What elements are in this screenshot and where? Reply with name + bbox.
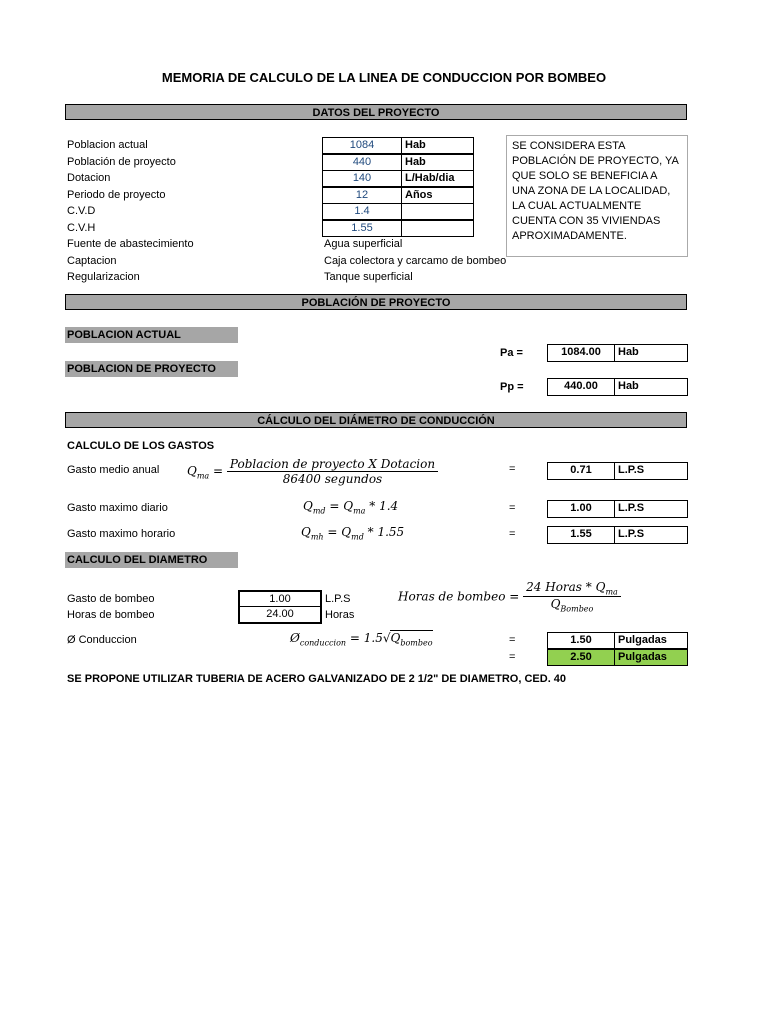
datos-row-unit: L/Hab/dia	[401, 170, 474, 187]
datos-row-unit: Hab	[401, 137, 474, 154]
pp-unit: Hab	[615, 378, 688, 396]
regularizacion-label: Regularizacion	[67, 271, 140, 283]
pa-value: 1084.00	[547, 344, 615, 362]
pp-label: Pp =	[500, 381, 524, 393]
gasto-max-horario-unit: L.P.S	[615, 526, 688, 544]
conduccion-unit: Pulgadas	[615, 632, 688, 649]
page-title: MEMORIA DE CALCULO DE LA LINEA DE CONDUCCION POR BOMBEO	[161, 70, 607, 85]
poblacion-proyecto-label: POBLACION DE PROYECTO	[65, 361, 238, 377]
gasto-medio-formula: $Q_{ma}$ = $\frac{\text{Poblacion de proyecto X Dotacion}}{\text{86400 segundos}}$	[187, 457, 438, 486]
regularizacion-value: Tanque superficial	[324, 271, 413, 283]
gasto-medio-denominator: 86400 segundos	[282, 472, 383, 486]
datos-row-unit	[401, 220, 474, 237]
datos-row-label: Población de proyecto	[67, 156, 176, 168]
gasto-max-horario-value: 1.55	[547, 526, 615, 544]
datos-row-value: 1.55	[322, 220, 402, 237]
pp-value: 440.00	[547, 378, 615, 396]
section-poblacion-header: POBLACIÓN DE PROYECTO	[65, 294, 687, 310]
formula-factor: * 1.4	[365, 499, 399, 513]
horas-bombeo-value: 24.00	[238, 606, 322, 624]
gasto-max-diario-formula: $Q_{md} = Q_{ma} * 1.4$	[303, 499, 399, 516]
gasto-medio-value: 0.71	[547, 462, 615, 480]
gasto-medio-unit: L.P.S	[615, 462, 688, 480]
gasto-bombeo-value: 1.00	[238, 590, 322, 607]
horas-bombeo-label: Horas de bombeo	[67, 609, 155, 621]
datos-row-label: Dotacion	[67, 172, 111, 184]
equals-sign: =	[509, 463, 516, 475]
equals-sign: =	[509, 528, 516, 540]
propuesto-value: 2.50	[547, 649, 615, 666]
equals-sign: =	[509, 651, 516, 663]
gasto-bombeo-label: Gasto de bombeo	[67, 593, 155, 605]
datos-row-label: C.V.D	[67, 205, 96, 217]
horas-bombeo-unit: Horas	[325, 609, 355, 621]
equals-sign: =	[509, 502, 516, 514]
gasto-medio-numerator: Poblacion de proyecto X Dotacion	[227, 457, 438, 472]
conduccion-label: Ø Conduccion	[67, 634, 137, 646]
section-calculo-header: CÁLCULO DEL DIÁMETRO DE CONDUCCIÓN	[65, 412, 687, 428]
datos-row-label: Periodo de proyecto	[67, 189, 166, 201]
horas-formula-numerator: 24 Horas * Q	[526, 580, 606, 594]
datos-row-label: C.V.H	[67, 222, 96, 234]
captacion-label: Captacion	[67, 255, 117, 267]
horas-formula-left: Horas de bombeo =	[398, 589, 520, 604]
gasto-max-horario-label: Gasto maximo horario	[67, 528, 176, 540]
gasto-medio-label: Gasto medio anual	[67, 464, 160, 476]
project-note: SE CONSIDERA ESTA POBLACIÓN DE PROYECTO, YA QUE SOLO SE BENEFICIA A UNA ZONA DE LA LOCALIDAD, LA CUAL ACTUALMENTE CUENTA CON 35 VIVIENDAS APROXIMADAMENTE.	[506, 135, 688, 257]
horas-bombeo-formula: Horas de bombeo = $\frac{24 Horas * Q_{ma}}{Q_{Bombeo}}$	[398, 580, 621, 614]
gasto-max-diario-unit: L.P.S	[615, 500, 688, 518]
section-datos-header: DATOS DEL PROYECTO	[65, 104, 687, 120]
poblacion-actual-label: POBLACION ACTUAL	[65, 327, 238, 343]
equals-sign: =	[509, 634, 516, 646]
datos-row-value: 1084	[322, 137, 402, 154]
fuente-value: Agua superficial	[324, 238, 403, 250]
datos-row-label: Poblacion actual	[67, 139, 148, 151]
pa-unit: Hab	[615, 344, 688, 362]
pa-label: Pa =	[500, 347, 523, 359]
conclusion-text: SE PROPONE UTILIZAR TUBERIA DE ACERO GALVANIZADO DE 2 1/2" DE DIAMETRO, CED. 40	[67, 673, 567, 685]
datos-row-value: 440	[322, 154, 402, 171]
gasto-bombeo-unit: L.P.S	[325, 593, 351, 605]
diametro-heading: CALCULO DEL DIAMETRO	[65, 552, 238, 568]
gasto-max-diario-value: 1.00	[547, 500, 615, 518]
formula-equals-q: = Q	[325, 499, 354, 513]
conduccion-value: 1.50	[547, 632, 615, 649]
formula-equals-q: = Q	[323, 525, 352, 539]
datos-row-unit	[401, 203, 474, 220]
gasto-max-horario-formula: $Q_{mh} = Q_{md} * 1.55$	[301, 525, 405, 542]
gasto-max-diario-label: Gasto maximo diario	[67, 502, 168, 514]
horas-formula-denominator: Q	[550, 597, 561, 612]
conduccion-formula-coef: 1.5√	[363, 631, 391, 645]
conduccion-formula: $Ø_{conduccion} = 1.5√Q_{bombeo}$	[290, 631, 433, 648]
gastos-heading: CALCULO DE LOS GASTOS	[67, 440, 215, 452]
propuesto-unit: Pulgadas	[615, 649, 688, 666]
datos-row-value: 12	[322, 187, 402, 204]
fuente-label: Fuente de abastecimiento	[67, 238, 194, 250]
captacion-value: Caja colectora y carcamo de bombeo	[324, 255, 507, 267]
datos-row-unit: Años	[401, 187, 474, 204]
datos-row-value: 1.4	[322, 203, 402, 220]
datos-row-unit: Hab	[401, 154, 474, 171]
datos-row-value: 140	[322, 170, 402, 187]
formula-factor: * 1.55	[363, 525, 405, 539]
